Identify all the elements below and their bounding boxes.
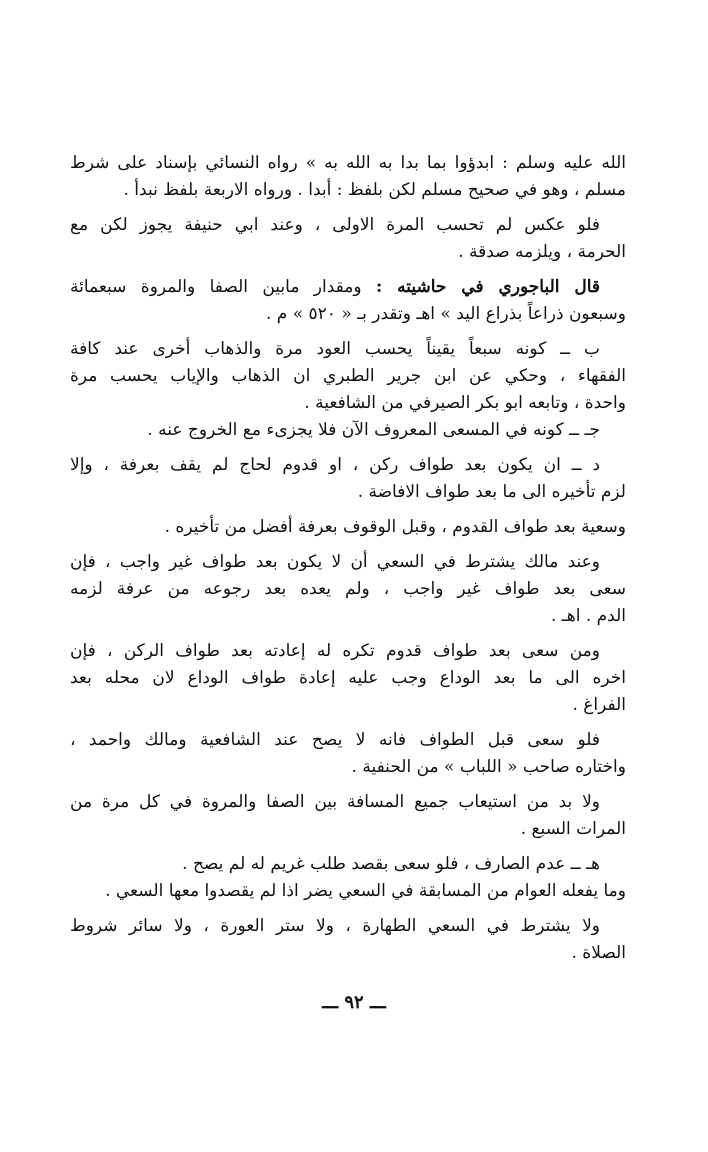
text-line: ومن سعى بعد طواف قدوم تكره له إعادته بعد طواف الركن ، فإن	[70, 641, 600, 661]
text-line: الفراغ .	[572, 695, 626, 715]
paragraph-full-distance	[70, 789, 626, 843]
text-line: وعند مالك يشترط في السعي أن لا يكون بعد طواف غير واجب ، فإن	[70, 552, 600, 572]
paragraph-qudum	[70, 638, 626, 719]
paragraph-condition-d	[70, 452, 626, 506]
text-line: وسبعون ذراعاً بذراع اليد » اهـ وتقدر بـ « ٥٢٠ » م .	[265, 304, 626, 324]
text-line: الدم . اهـ .	[550, 606, 626, 626]
text-line: الله عليه وسلم : ابدؤوا بما بدا به الله به » رواه النسائي بإسناد على شرط	[70, 153, 626, 173]
text-line: اخره الى ما بعد الوداع وجب عليه إعادة طواف الوداع لان محله بعد	[70, 668, 626, 688]
text-line: ولا يشترط في السعي الطهارة ، ولا ستر العورة ، ولا سائر شروط	[70, 916, 600, 936]
paragraph-condition-h	[70, 851, 626, 905]
text-line: الصلاة .	[571, 943, 626, 963]
text-line: د ــ ان يكون بعد طواف ركن ، او قدوم لحاج لم يقف بعرفة ، وإلا	[70, 455, 600, 475]
paragraph-bajuri	[70, 274, 626, 328]
text-line: واختاره صاحب « اللباب » من الحنفية .	[351, 757, 626, 777]
page-number: ـــ ٩٢ ـــ	[322, 992, 386, 1013]
text-line: هـ ــ عدم الصارف ، فلو سعى بقصد طلب غريم له لم يصح .	[182, 854, 600, 874]
text-line: واحدة ، وتابعه ابو بكر الصيرفي من الشافعية .	[304, 393, 626, 413]
text-line: وسعية بعد طواف القدوم ، وقبل الوقوف بعرفة أفضل من تأخيره .	[164, 517, 626, 537]
paragraph-before-tawaf	[70, 727, 626, 781]
paragraph-preference	[70, 514, 626, 541]
paragraph-hadith	[70, 150, 626, 204]
text-line: فلو عكس لم تحسب المرة الاولى ، وعند ابي حنيفة يجوز لكن مع	[70, 215, 600, 235]
text-line: الحرمة ، ويلزمه صدقة .	[458, 242, 626, 262]
paragraph-condition-b-c	[70, 336, 626, 444]
text-line: فلو سعى قبل الطواف فانه لا يصح عند الشافعية ومالك واحمد ،	[70, 730, 600, 750]
text-line: الفقهاء ، وحكي عن ابن جرير الطبري ان الذهاب والإياب يحسب مرة	[70, 366, 626, 386]
text-line: ب ــ كونه سبعاً يقيناً يحسب العود مرة والذهاب أخرى عند كافة	[70, 339, 600, 359]
text-line: جـ ــ كونه في المسعى المعروف الآن فلا يجزىء مع الخروج عنه .	[147, 420, 600, 440]
text-line: وما يفعله العوام من المسابقة في السعي يضر اذا لم يقصدوا معها السعي .	[105, 881, 626, 901]
paragraph-malik	[70, 549, 626, 630]
document-body	[70, 150, 626, 975]
paragraph-purity	[70, 913, 626, 967]
paragraph-reversal	[70, 212, 626, 266]
text-line: المرات السبع .	[520, 819, 626, 839]
text-run: ومقدار مابين الصفا والمروة سبعمائة	[70, 277, 376, 297]
bajuri-heading: قال الباجوري في حاشيته :	[375, 277, 601, 297]
text-line: ولا بد من استيعاب جميع المسافة بين الصفا والمروة في كل مرة من	[70, 792, 600, 812]
text-line-with-lead	[70, 274, 626, 301]
text-line: مسلم ، وهو في صحيح مسلم لكن بلفظ : أبدا . ورواه الاربعة بلفظ نبدأ .	[123, 180, 626, 200]
text-line: لزم تأخيره الى ما بعد طواف الافاضة .	[357, 482, 626, 502]
text-line: سعى بعد طواف غير واجب ، ولم يعده بعد رجوعه من عرفة لزمه	[70, 579, 626, 599]
